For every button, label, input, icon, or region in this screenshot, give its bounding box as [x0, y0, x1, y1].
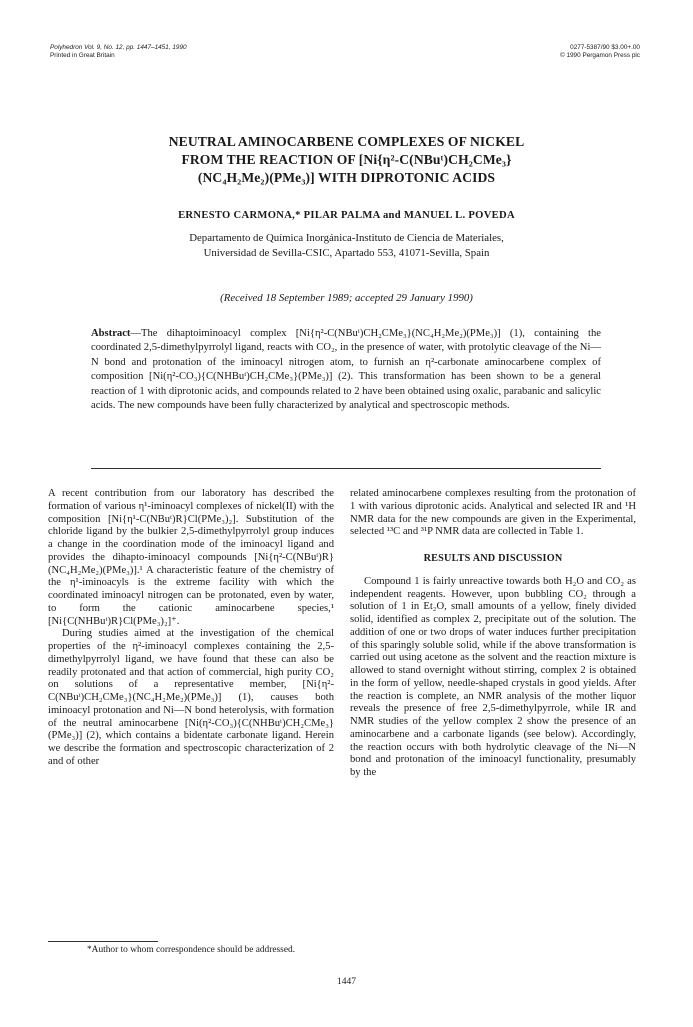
author-list: ERNESTO CARMONA,* PILAR PALMA and MANUEL L. POVEDA	[178, 210, 515, 221]
title-line-2: FROM THE REACTION OF [Ni{η²-C(NBuᵗ)CH₂CMe₃}	[181, 152, 512, 167]
affiliation-line-2: Universidad de Sevilla-CSIC, Apartado 553, 41071-Sevilla, Spain	[203, 247, 490, 259]
section-heading-results: RESULTS AND DISCUSSION	[423, 553, 563, 564]
title-line-1: NEUTRAL AMINOCARBENE COMPLEXES OF NICKEL	[168, 134, 525, 149]
journal-header-right	[560, 44, 640, 60]
body-column-left	[48, 488, 334, 769]
affiliation-line-1: Departamento de Química Inorgánica-Instituto de Ciencia de Materiales,	[189, 232, 504, 244]
issn-price: 0277-5387/90 $3.00+.00	[570, 44, 640, 51]
page-number: 1447	[337, 977, 356, 987]
copyright-line: © 1990 Pergamon Press plc	[559, 52, 640, 59]
paragraph-results: Compound 1 is fairly unreactive towards both H₂O and CO₂ as independent reagents. However, upon bubbling CO₂ through a solution of 1 in Et₂O, small amounts of a yellow, finely divided solid, identified as complex 2, precipitate out of the solution. The addition of one or two drops of water induces further precipitation of this sparingly soluble solid, while if the above transformation is carried out using acetone as the solvent and the reaction mixture is allowed to stand overnight without stirring, complex 2 is obtained in the form of yellow, needle-shaped crystals in good yields. After the reaction is complete, an NMR analysis of the mother liquor reveals the presence of free 2,5-dimethylpyrrole, while IR and NMR studies of the yellow complex 2 show the presence of an aminocarbene and a carbonate ligands (see below). Accordingly, the reaction occurs with both hydrolytic cleavage of the Ni—N bond and protonation of the iminoacyl functionality, presumably by the	[350, 575, 636, 778]
title-line-3: (NC₄H₂Me₂)(PMe₃)] WITH DIPROTONIC ACIDS	[197, 170, 496, 185]
article-title	[60, 133, 633, 187]
footnote-divider	[48, 941, 158, 942]
body-column-right	[350, 488, 636, 780]
paragraph-studies: During studies aimed at the investigation of the chemical properties of the η²-iminoacyl complexes containing the 2,5-dimethylpyrrolyl ligand, we have found that these can also be readily protonated and that action of commercial, high purity CO₂ on solutions of a representative member, [Ni{η²-C(NBuᵗ)CH₂CMe₃}(NC₄H₂Me₂)(PMe₃)] (1), causes both iminoacyl protonation and Ni—N bond heterolysis, with formation of the neutral aminocarbene [Ni(η²-CO₃){C(NHBuᵗ)CH₂CMe₃}(PMe₃)] (2), which contains a bidentate carbonate ligand. Herein we describe the formation and spectroscopic characterization of 2 and of other	[48, 628, 334, 767]
abstract-label: Abstract	[91, 328, 131, 339]
printed-in: Printed in Great Britain	[50, 52, 115, 59]
journal-header-left	[50, 44, 187, 60]
abstract	[91, 327, 601, 413]
affiliation	[60, 231, 633, 261]
paragraph-intro: A recent contribution from our laboratory has described the formation of various η¹-iminoacyl complexes of nickel(II) with the composition [Ni{η¹-C(NBuᵗ)R}Cl(PMe₃)₂]. Substitution of the chloride ligand by the bulkier 2,5-dimethylpyrrolyl group induces a change in the coordination mode of the iminoacyl ligand and provides the dihapto-iminoacyl compounds [Ni{η²-C(NBuᵗ)R}(NC₄H₂Me₂)(PMe₃)].¹ A characteristic feature of the chemistry of the η¹-iminoacyls is the extreme facility with which the coordinated iminoacyl nitrogen can be protonated, even by water, to form the cationic aminocarbene species,¹ [Ni{C(NHBuᵗ)R}Cl(PMe₃)₂]⁺.	[48, 488, 334, 627]
received-dates: (Received 18 September 1989; accepted 29 January 1990)	[220, 292, 473, 304]
paragraph-related: related aminocarbene complexes resulting from the protonation of 1 with various diprotonic acids. Analytical and selected IR and ¹H NMR data for the new compounds are given in the Experimental, selected ¹³C and ³¹P NMR data are collected in Table 1.	[350, 488, 636, 538]
footnote: *Author to whom correspondence should be addressed.	[86, 945, 296, 955]
journal-citation: Polyhedron Vol. 9, No. 12, pp. 1447–1451, 1990	[50, 44, 187, 51]
abstract-text: —The dihaptoiminoacyl complex [Ni{η²-C(NBuᵗ)CH₂CMe₃}(NC₄H₂Me₂)(PMe₃)] (1), containing the coordinated 2,5-dimethylpyrrolyl ligand, reacts with CO₂, in the presence of water, with protolytic cleavage of the Ni—N bond and protonation of the iminoacyl nitrogen atom, to furnish an η²-carbonate aminocarbene complex of composition [Ni(η²-CO₃){C(NHBuᵗ)CH₂CMe₃}(PMe₃)] (2). This transformation has been shown to be a general reaction of 1 with diprotonic acids, and compounds related to 2 have been obtained using oxalic, parabanic and salicylic acids. The new compounds have been fully characterized by analytical and spectroscopic methods.	[91, 328, 601, 412]
abstract-divider	[91, 468, 601, 469]
